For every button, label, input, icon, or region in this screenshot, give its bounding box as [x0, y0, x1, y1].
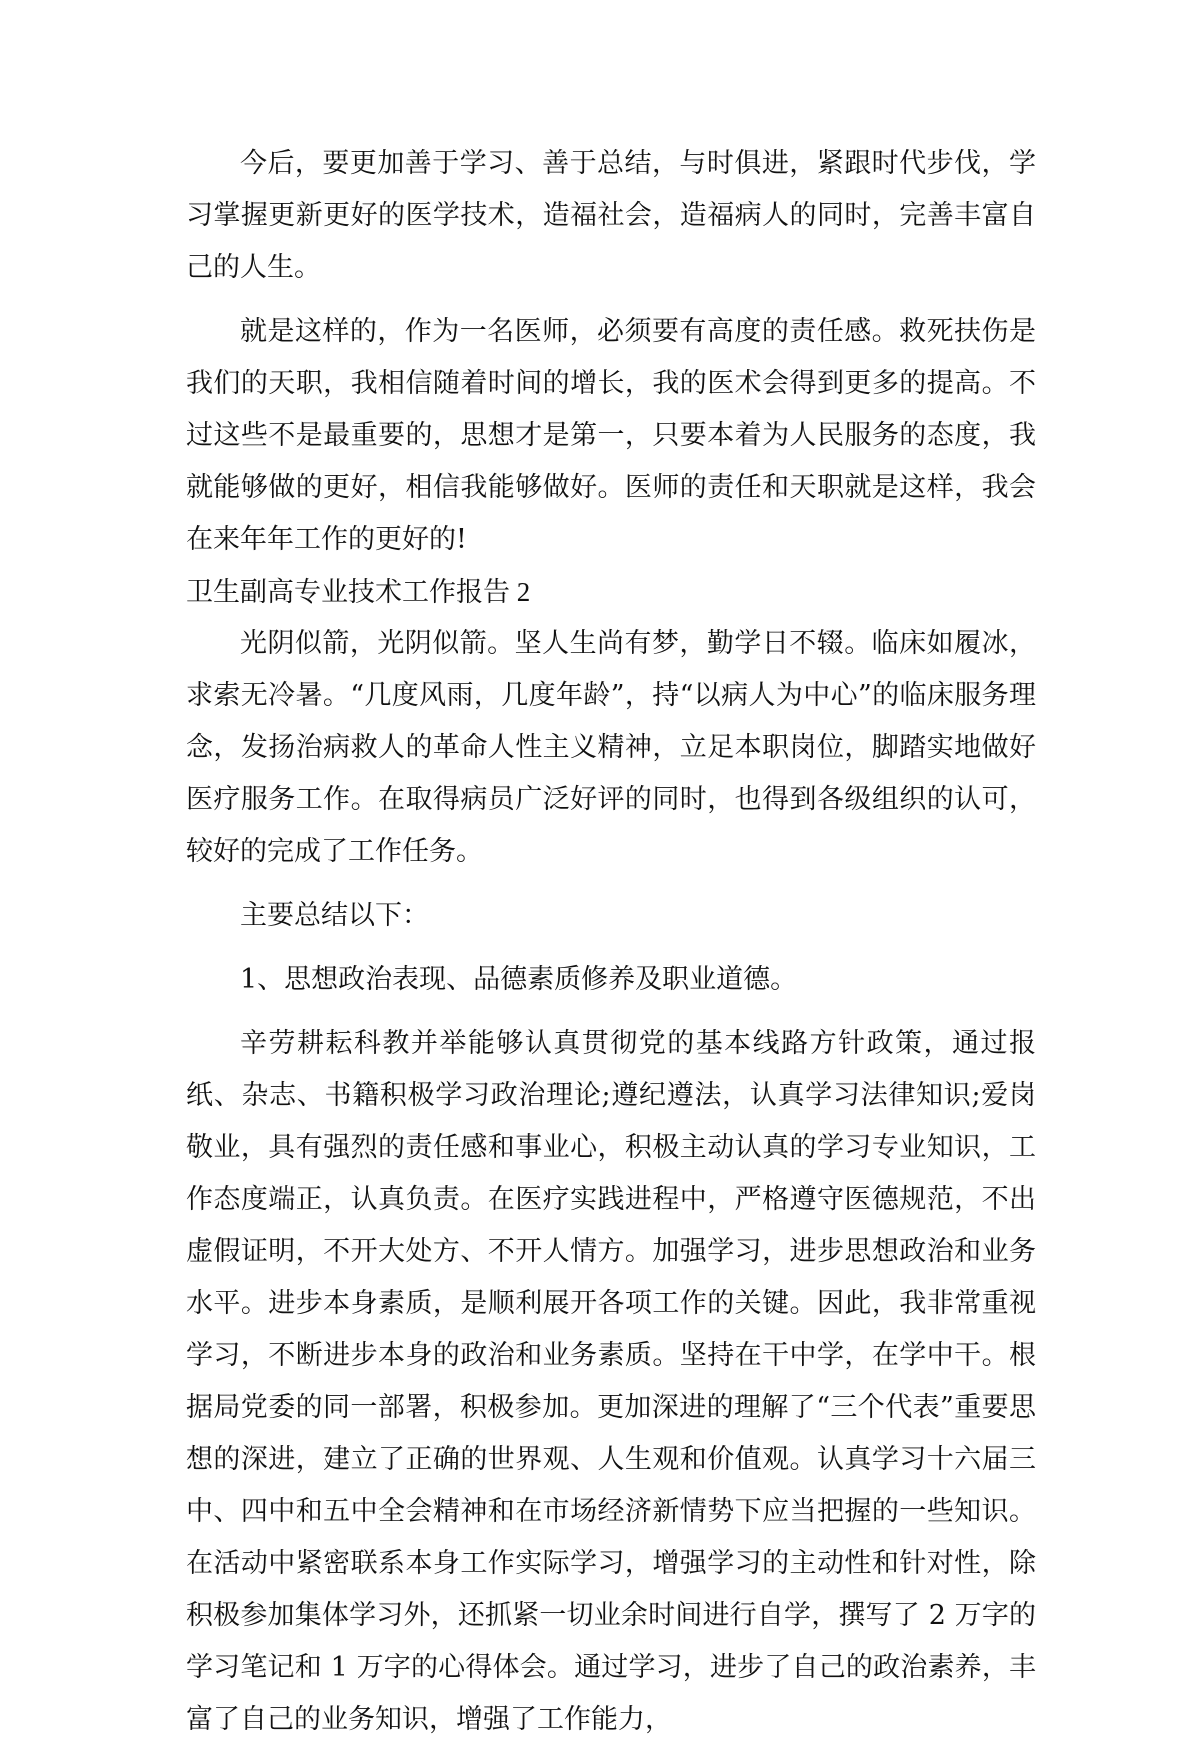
paragraph-item-1-title: 1、思想政治表现、品德素质修养及职业道德。	[240, 964, 798, 995]
paragraph-conclusion: 今后，要更加善于学习、善于总结，与时俱进，紧跟时代步伐，学习掌握更新更好的医学技术，造福社会，造福病人的同时，完善丰富自己的人生。	[186, 148, 1036, 283]
paragraph-item-1-body: 辛劳耕耘科教并举能够认真贯彻党的基本线路方针政策，通过报纸、杂志、书籍积极学习政治理论;遵纪遵法，认真学习法律知识;爱岗敬业，具有强烈的责任感和事业心，积极主动认真的学习专业知识，工作态度端正，认真负责。在医疗实践进程中，严格遵守医德规范，不出虚假证明，不开大处方、不开人情方。加强学习，进步思想政治和业务水平。进步本身素质，是顺利展开各项工作的关键。因此，我非常重视学习，不断进步本身的政治和业务素质。坚持在干中学，在学中干。根据局党委的同一部署，积极参加。更加深进的理解了“三个代表”重要思想的深进，建立了正确的世界观、人生观和价值观。认真学习十六届三中、四中和五中全会精神和在市场经济新情势下应当把握的一些知识。在活动中紧密联系本身工作实际学习，增强学习的主动性和针对性，除积极参加集体学习外，还抓紧一切业余时间进行自学，撰写了 2 万字的学习笔记和 1 万字的心得体会。通过学习，进步了自己的政治素养，丰富了自己的业务知识，增强了工作能力，	[186, 1028, 1036, 1735]
section-heading: 卫生副高专业技术工作报告 2	[186, 577, 531, 607]
document-page	[186, 138, 1036, 1746]
paragraph-summary-lead: 主要总结以下：	[240, 900, 429, 931]
paragraph-responsibility: 就是这样的，作为一名医师，必须要有高度的责任感。救死扶伤是我们的天职，我相信随着时间的增长，我的医术会得到更多的提高。不过这些不是最重要的，思想才是第一，只要本着为人民服务的态度，我就能够做的更好，相信我能够做好。医师的责任和天职就是这样，我会在来年年工作的更好的!	[186, 316, 1036, 555]
paragraph-intro: 光阴似箭，光阴似箭。坚人生尚有梦，勤学日不辍。临床如履冰，求索无冷暑。“几度风雨，几度年龄”，持“以病人为中心”的临床服务理念，发扬治病救人的革命人性主义精神，立足本职岗位，脚踏实地做好医疗服务工作。在取得病员广泛好评的同时，也得到各级组织的认可，较好的完成了工作任务。	[186, 628, 1036, 867]
